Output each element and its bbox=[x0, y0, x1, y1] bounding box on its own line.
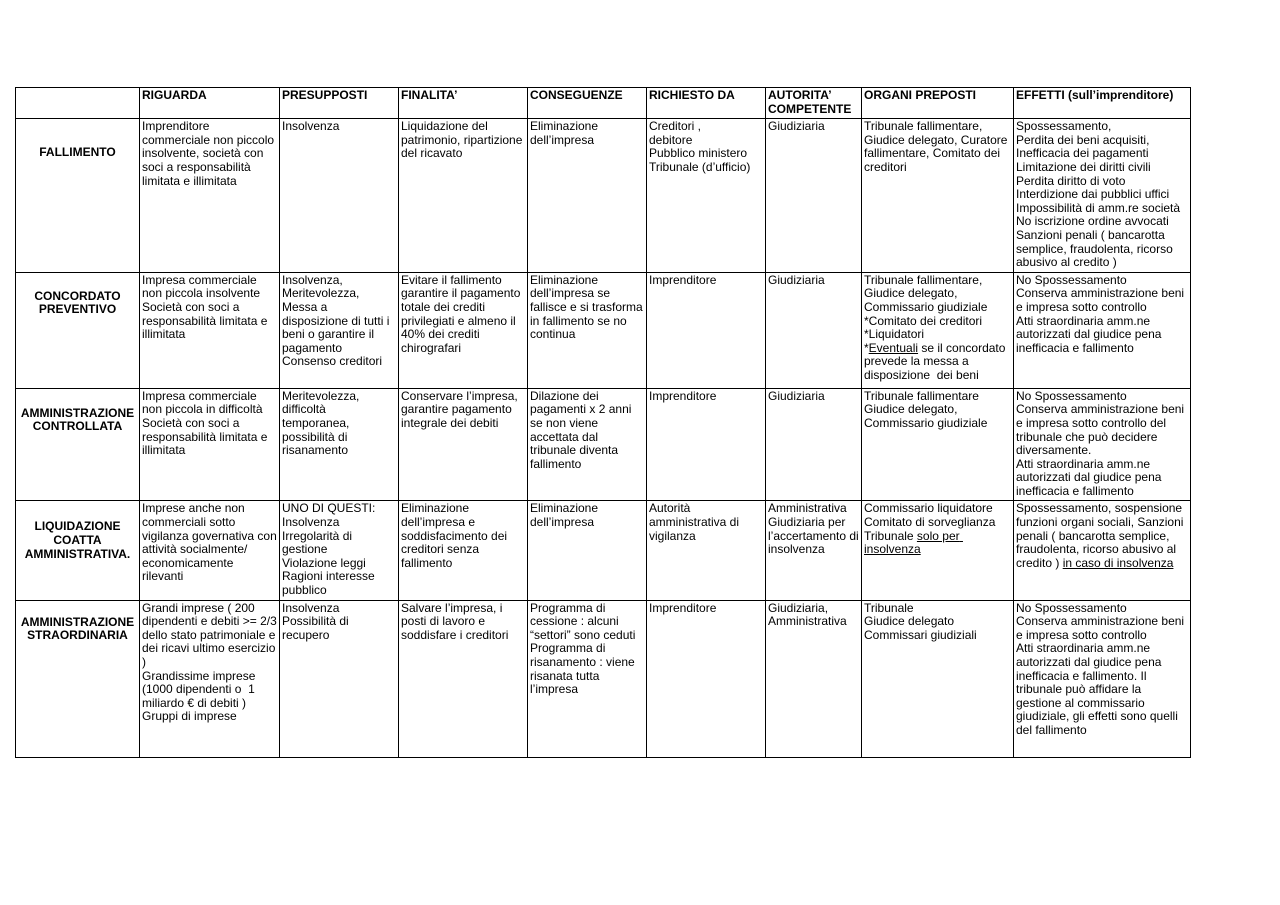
cell-line: debitore bbox=[649, 132, 693, 147]
cell-line: Possibilità di recupero bbox=[282, 614, 353, 642]
cell-line: Sanzioni penali ( bancarotta semplice, fraudolenta, ricorso abusivo al credito ) bbox=[1016, 227, 1177, 270]
cell-line: Pubblico ministero bbox=[649, 146, 748, 161]
cell-line: *Comitato dei creditori bbox=[864, 313, 983, 328]
cell-line: Conserva amministrazione beni e impresa sotto controllo del tribunale che può decidere diversamente. bbox=[1016, 402, 1188, 458]
cell-presupposti bbox=[280, 600, 399, 757]
cell-organi bbox=[862, 501, 1014, 600]
header-riguarda: RIGUARDA bbox=[140, 88, 280, 119]
row-title: FALLIMENTO bbox=[16, 119, 140, 273]
cell-effetti bbox=[1014, 600, 1191, 757]
cell-line: Programma di risanamento : viene risanata tutta l’impresa bbox=[530, 641, 639, 697]
cell-line: No Spossessamento bbox=[1016, 600, 1127, 615]
cell-line: Tribunale fallimentare, bbox=[864, 272, 983, 287]
cell-line: Programma di cessione : alcuni “settori” sono ceduti bbox=[530, 600, 636, 642]
header-autorita: AUTORITA’ COMPETENTE bbox=[766, 88, 862, 119]
cell-presupposti: Insolvenza bbox=[280, 119, 399, 273]
cell-line: No Spossessamento bbox=[1016, 272, 1127, 287]
cell-line: Società con soci a responsabilità limitata e illimitata bbox=[142, 415, 271, 458]
cell-effetti bbox=[1014, 119, 1191, 273]
header-finalita: FINALITA’ bbox=[399, 88, 528, 119]
cell-finalita: Eliminazione dell’impresa e soddisfacimento dei creditori senza fallimento bbox=[399, 501, 528, 600]
cell-line: Giudice delegato, bbox=[864, 286, 958, 301]
cell-line: Inefficacia dei pagamenti bbox=[1016, 146, 1149, 161]
cell-line: Grandi imprese ( 200 dipendenti e debiti >= 2/3 dello stato patrimoniale e dei ricavi ultimo esercizio ) bbox=[142, 600, 283, 669]
table-row-amministrazione-controllata bbox=[16, 388, 1191, 501]
cell-line: Tribunale fallimentare bbox=[864, 388, 979, 403]
cell-line: No iscrizione ordine avvocati bbox=[1016, 214, 1169, 229]
cell-line: No Spossessamento bbox=[1016, 388, 1127, 403]
cell-autorita: Giudiziaria bbox=[766, 272, 862, 388]
underlined-text: solo per insolvenza bbox=[864, 528, 963, 557]
cell-riguarda: Imprese anche non commerciali sotto vigilanza governativa con attività socialmente/ economicamente rilevanti bbox=[140, 501, 280, 600]
cell-finalita: Liquidazione del patrimonio, ripartizione del ricavato bbox=[399, 119, 528, 273]
cell-line: Conserva amministrazione beni e impresa sotto controllo bbox=[1016, 286, 1188, 314]
cell-line: Insolvenza, bbox=[282, 272, 343, 287]
cell-organi bbox=[862, 388, 1014, 501]
table-row-amministrazione-straordinaria bbox=[16, 600, 1191, 757]
cell-riguarda bbox=[140, 600, 283, 757]
cell-line: Giudice delegato bbox=[864, 614, 955, 629]
cell-line: Commissario giudiziale bbox=[864, 299, 988, 314]
cell-line: *Liquidatori bbox=[864, 327, 925, 342]
table-row-concordato-preventivo bbox=[16, 272, 1191, 388]
cell-line: Giudice delegato, bbox=[864, 402, 958, 417]
cell-conseguenze bbox=[528, 600, 647, 757]
cell-presupposti bbox=[280, 272, 399, 388]
cell-line: Atti straordinaria amm.ne autorizzati dal giudice pena inefficacia e fallimento. Il tribunale può affidare la gestione al commissario giudiziale, gli effetti sono quelli del fallimento bbox=[1016, 641, 1182, 737]
cell-line: Perdita dei beni acquisiti, bbox=[1016, 132, 1150, 147]
cell-organi bbox=[862, 272, 1014, 388]
cell-line: Gruppi di imprese bbox=[142, 709, 237, 724]
cell-line: Insolvenza bbox=[282, 600, 340, 615]
cell-autorita: Giudiziaria bbox=[766, 388, 862, 501]
header-richiesto-da: RICHIESTO DA bbox=[647, 88, 766, 119]
row-title: CONCORDATO PREVENTIVO bbox=[16, 272, 140, 388]
cell-line: UNO DI QUESTI: bbox=[282, 501, 376, 516]
row-title: AMMINISTRAZIONE STRAORDINARIA bbox=[16, 600, 140, 757]
cell-finalita: Salvare l’impresa, i posti di lavoro e soddisfare i creditori bbox=[399, 600, 528, 757]
cell-line: Meritevolezza, bbox=[282, 286, 360, 301]
cell-organi: Tribunale fallimentare, Giudice delegato, Curatore fallimentare, Comitato dei creditori bbox=[862, 119, 1014, 273]
procedures-table bbox=[15, 87, 1191, 758]
cell-line: Creditori , bbox=[649, 119, 702, 134]
cell-line: Impresa commerciale non piccola insolvente bbox=[142, 272, 261, 301]
cell-conseguenze: Eliminazione dell’impresa bbox=[528, 119, 647, 273]
cell-line: Impresa commerciale non piccola in difficoltà bbox=[142, 388, 263, 417]
cell-presupposti bbox=[280, 501, 399, 600]
header-presupposti: PRESUPPOSTI bbox=[280, 88, 399, 119]
cell-line: Conserva amministrazione beni e impresa sotto controllo bbox=[1016, 614, 1188, 642]
cell-line: Consenso creditori bbox=[282, 354, 383, 369]
cell-line: Atti straordinaria amm.ne autorizzati dal giudice pena inefficacia e fallimento bbox=[1016, 313, 1165, 355]
cell-presupposti: Meritevolezza, difficoltà temporanea, possibilità di risanamento bbox=[280, 388, 399, 501]
underlined-text: Eventuali bbox=[868, 340, 919, 355]
cell-line: Ragioni interesse pubblico bbox=[282, 569, 379, 598]
cell-line: Commissario liquidatore bbox=[864, 501, 993, 516]
header-corner bbox=[16, 88, 140, 119]
header-row bbox=[16, 88, 1191, 119]
cell-riguarda bbox=[140, 272, 280, 388]
underlined-text: in caso di insolvenza bbox=[1062, 555, 1174, 570]
cell-autorita: Giudiziaria, Amministrativa bbox=[766, 600, 862, 757]
cell-riguarda: Imprenditore commerciale non piccolo insolvente, società con soci a responsabilità limitata e illimitata bbox=[140, 119, 280, 273]
cell-effetti bbox=[1014, 388, 1191, 501]
cell-line: Perdita diritto di voto bbox=[1016, 173, 1126, 188]
cell-text: Spossessamento, sospensione funzioni organi sociali, Sanzioni penali ( bancarotta semplice, fraudolenta, ricorso abusivo al credito ) bbox=[1016, 501, 1184, 570]
line-prefix: * bbox=[864, 340, 869, 355]
cell-line: Insolvenza bbox=[282, 515, 340, 530]
cell-conseguenze: Eliminazione dell’impresa se fallisce e si trasforma in fallimento se no continua bbox=[528, 272, 647, 388]
header-organi: ORGANI PREPOSTI bbox=[862, 88, 1014, 119]
cell-line: Atti straordinaria amm.ne autorizzati dal giudice pena inefficacia e fallimento bbox=[1016, 456, 1165, 498]
cell-line bbox=[864, 530, 1011, 557]
header-conseguenze: CONSEGUENZE bbox=[528, 88, 647, 119]
cell-richiesto-da: Imprenditore bbox=[647, 272, 766, 388]
header-effetti: EFFETTI (sull’imprenditore) bbox=[1014, 88, 1191, 119]
row-title: AMMINISTRAZIONE CONTROLLATA bbox=[16, 388, 140, 501]
cell-autorita: Giudiziaria bbox=[766, 119, 862, 273]
cell-richiesto-da: Autorità amministrativa di vigilanza bbox=[647, 501, 766, 600]
cell-line: Grandissime imprese (1000 dipendenti o 1 miliardo € di debiti ) bbox=[142, 668, 259, 710]
cell-conseguenze: Dilazione dei pagamenti x 2 anni se non viene accettata dal tribunale diventa fallimento bbox=[528, 388, 647, 501]
cell-effetti bbox=[1014, 501, 1191, 600]
table-row-fallimento bbox=[16, 119, 1191, 273]
cell-line: Violazione leggi bbox=[282, 555, 366, 570]
cell-richiesto-da bbox=[647, 119, 766, 273]
cell-line: Commissari giudiziali bbox=[864, 627, 977, 642]
cell-line: Messa a disposizione di tutti i beni o garantire il pagamento bbox=[282, 299, 393, 355]
line-prefix: Tribunale bbox=[864, 528, 917, 543]
cell-line: Tribunale bbox=[864, 600, 914, 615]
row-title: LIQUIDAZIONE COATTA AMMINISTRATIVA. bbox=[16, 501, 140, 600]
cell-autorita: Amministrativa Giudiziaria per l’accertamento di insolvenza bbox=[766, 501, 862, 600]
cell-organi bbox=[862, 600, 1014, 757]
cell-line: Società con soci a responsabilità limitata e illimitata bbox=[142, 299, 271, 342]
cell-conseguenze: Eliminazione dell’impresa bbox=[528, 501, 647, 600]
cell-line: Interdizione dai pubblici uffici bbox=[1016, 187, 1170, 202]
table-row-liquidazione-coatta bbox=[16, 501, 1191, 600]
cell-finalita: Conservare l’impresa, garantire pagamento integrale dei debiti bbox=[399, 388, 528, 501]
cell-richiesto-da: Imprenditore bbox=[647, 388, 766, 501]
cell-line bbox=[864, 342, 1011, 383]
cell-line: Tribunale (d’ufficio) bbox=[649, 159, 751, 174]
line-rest: se il concordato prevede la messa a disposizione dei beni bbox=[864, 340, 1009, 382]
cell-line: Impossibilità di amm.re società bbox=[1016, 200, 1181, 215]
cell-finalita: Evitare il fallimento garantire il pagamento totale dei crediti privilegiati e almeno il 40% dei crediti chirografari bbox=[399, 272, 528, 388]
cell-line: Irregolarità di gestione bbox=[282, 528, 356, 557]
cell-riguarda bbox=[140, 388, 280, 501]
cell-line: Limitazione dei diritti civili bbox=[1016, 159, 1151, 174]
cell-line: Commissario giudiziale bbox=[864, 415, 988, 430]
cell-richiesto-da: Imprenditore bbox=[647, 600, 766, 757]
cell-line: Spossessamento, bbox=[1016, 119, 1112, 134]
cell-line: Comitato di sorveglianza bbox=[864, 515, 996, 530]
cell-effetti bbox=[1014, 272, 1191, 388]
